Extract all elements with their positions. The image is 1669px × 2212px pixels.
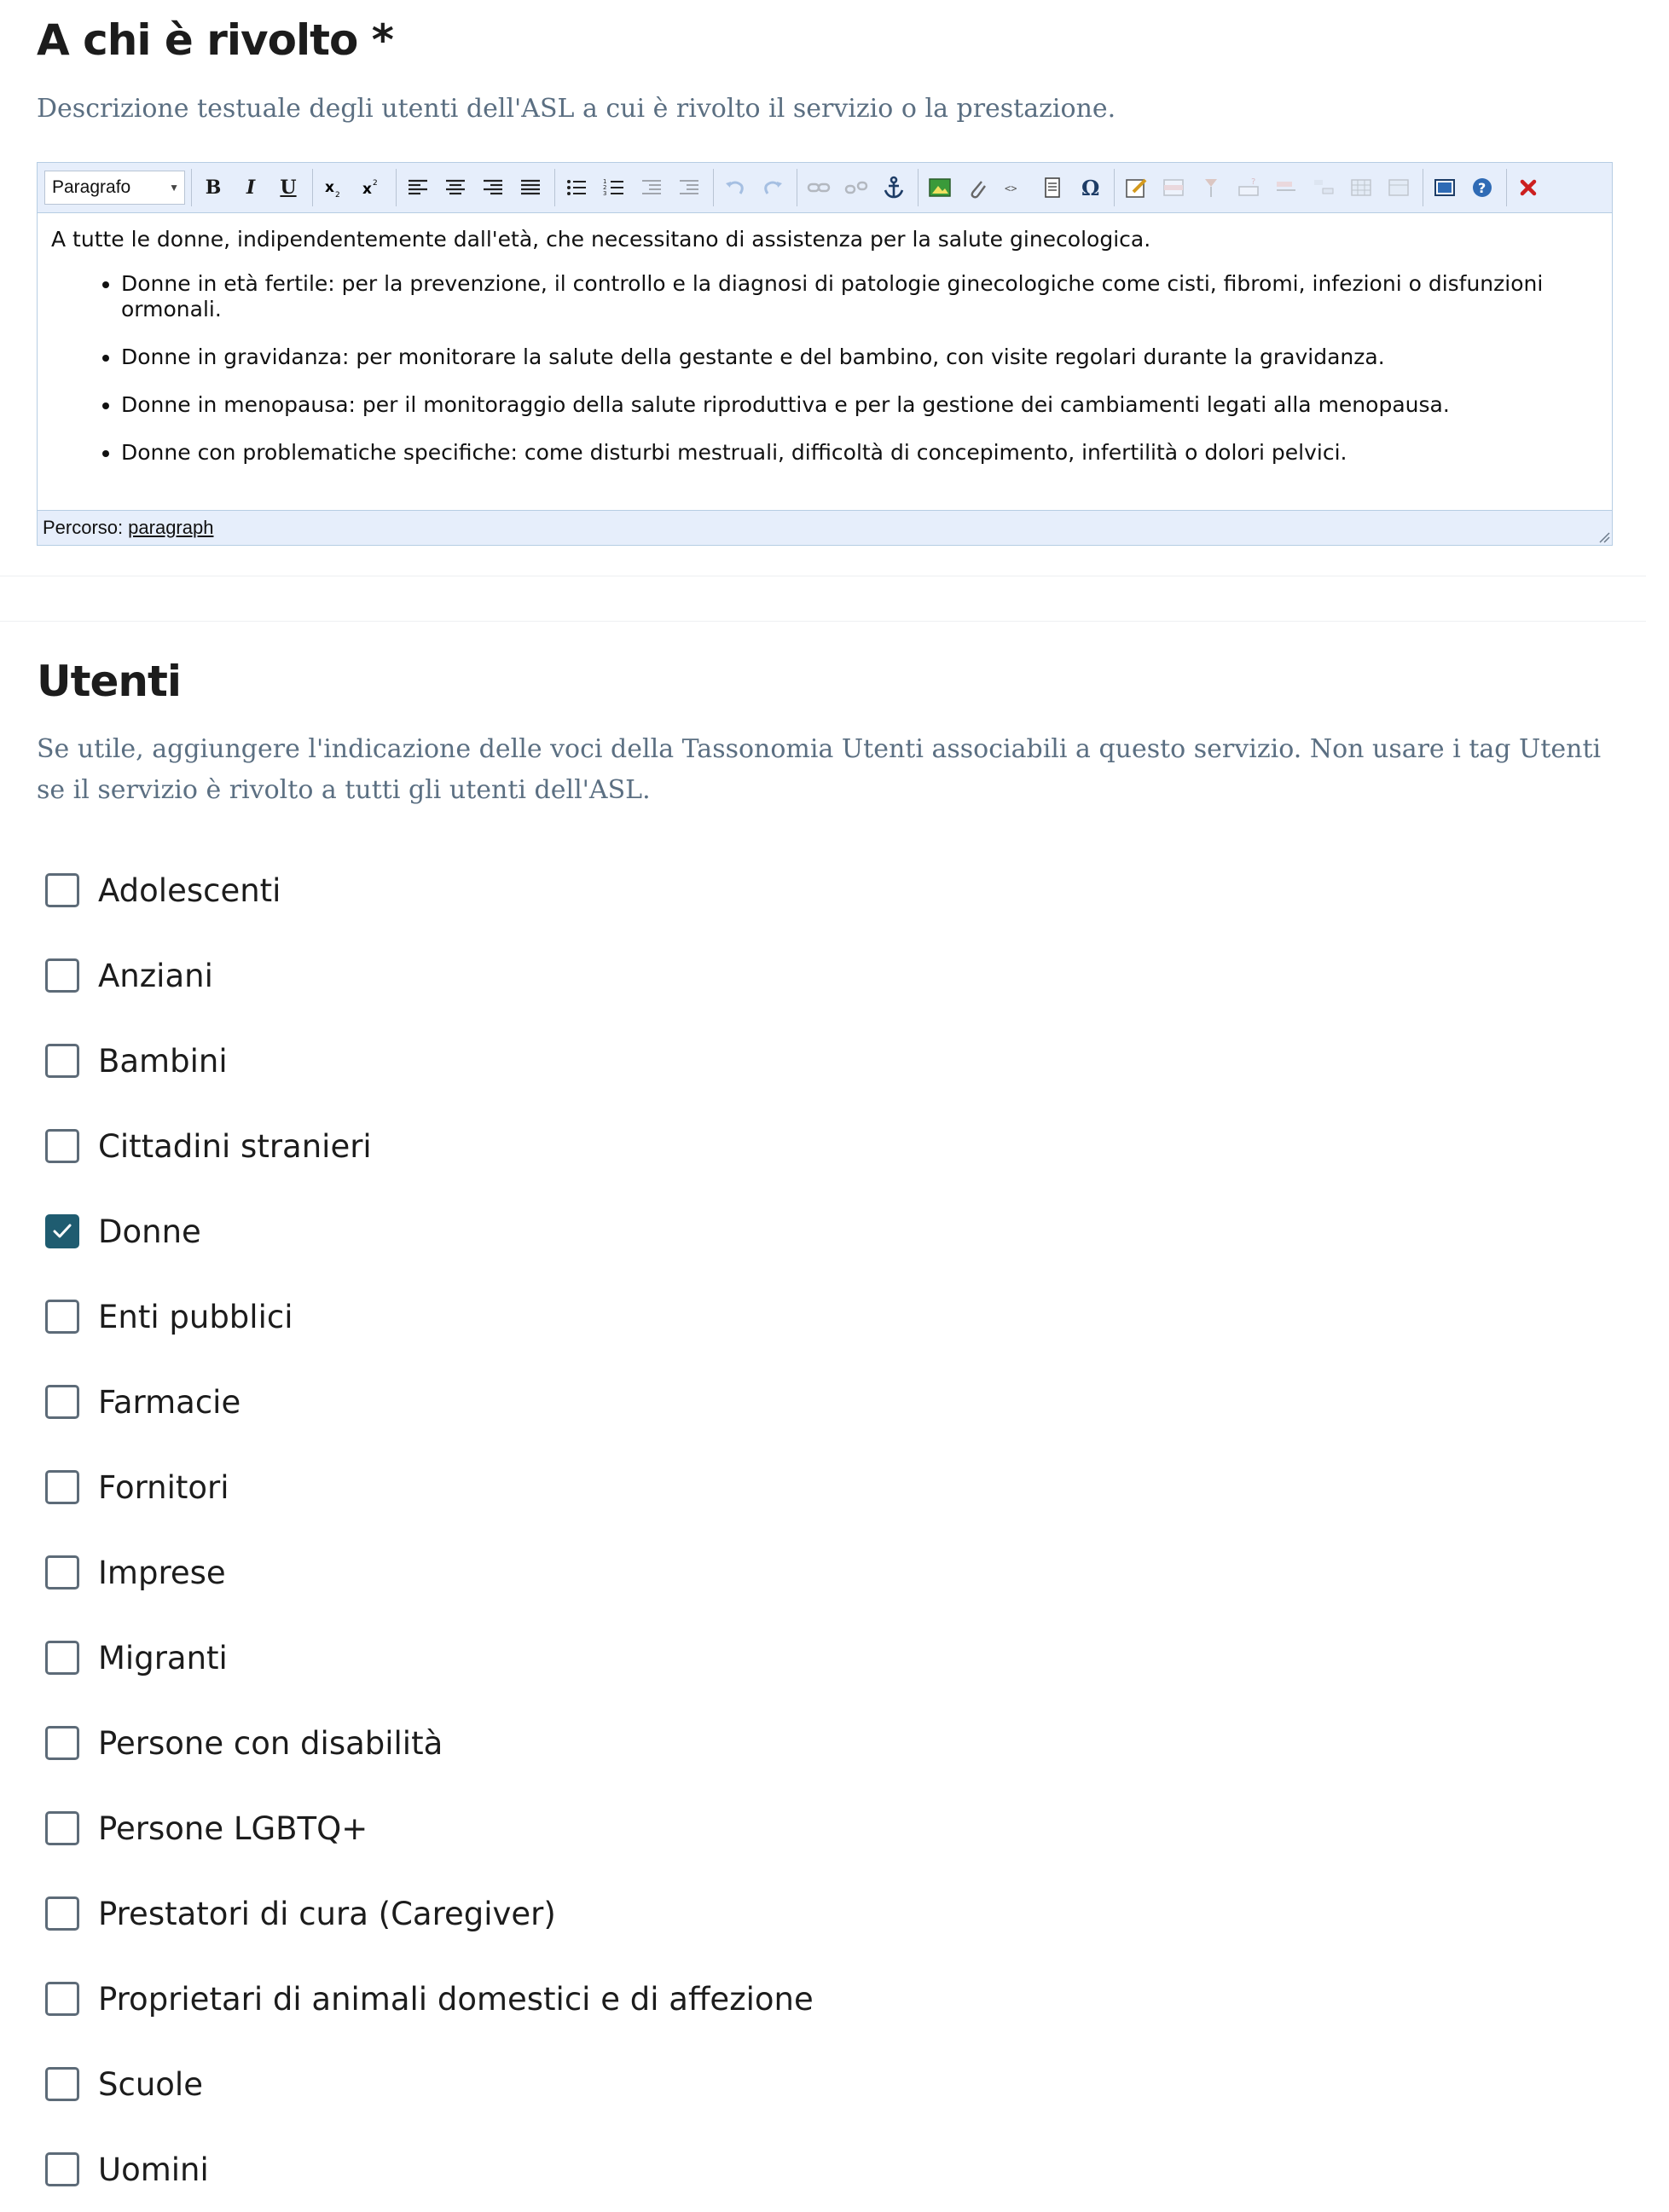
toolbar-group-view	[1423, 169, 1504, 206]
image-icon	[927, 175, 953, 200]
users-field-description: Se utile, aggiungere l'indicazione delle voci della Tassonomia Utenti associabili a questo servizio. Non usare i tag Utenti se il servizio è rivolto a tutti gli utenti dell'ASL.	[37, 734, 1602, 805]
unlink-icon	[843, 175, 869, 200]
checkbox[interactable]	[45, 1896, 79, 1931]
align-right-icon	[480, 175, 506, 200]
insert-row-after-icon	[1273, 175, 1299, 200]
align-right-button[interactable]	[477, 171, 509, 204]
document-icon	[1040, 175, 1065, 200]
code-button[interactable]	[999, 171, 1031, 204]
toolbar-group-align	[396, 169, 552, 206]
editor-intro-paragraph: A tutte le donne, indipendentemente dall'età, che necessitano di assistenza per la salute ginecologica.	[51, 227, 1151, 252]
svg-text:2: 2	[335, 191, 340, 200]
checkbox[interactable]	[45, 1641, 79, 1675]
checkbox-item[interactable]	[45, 1103, 814, 1189]
path-link[interactable]: paragraph	[128, 517, 214, 538]
table-cell-icon	[1198, 175, 1224, 200]
checkbox-item[interactable]	[45, 1700, 814, 1786]
anchor-button[interactable]	[878, 171, 910, 204]
checkbox[interactable]	[45, 1044, 79, 1078]
editor-statusbar	[38, 510, 1612, 545]
fullscreen-button[interactable]	[1429, 171, 1461, 204]
checkbox-item[interactable]	[45, 1786, 814, 1871]
checkbox[interactable]	[45, 1129, 79, 1163]
checkbox-label: Uomini	[98, 2151, 209, 2188]
target-field-description: Descrizione testuale degli utenti dell'ASL a cui è rivolto il servizio o la prestazione.	[37, 94, 1116, 124]
checkbox-item[interactable]	[45, 1956, 814, 2041]
undo-button[interactable]	[719, 171, 751, 204]
toolbar-group-insert	[918, 169, 1111, 206]
target-field-title: A chi è rivolto *	[37, 15, 393, 65]
table-grid-icon	[1348, 175, 1374, 200]
section-divider	[0, 621, 1646, 622]
bold-button[interactable]: B	[205, 177, 222, 199]
checkbox[interactable]	[45, 1811, 79, 1845]
table-cell-props-button[interactable]	[1195, 171, 1227, 204]
svg-text:2: 2	[373, 179, 378, 188]
indent-button[interactable]	[673, 171, 705, 204]
checkbox-label: Anziani	[98, 957, 213, 994]
list-item: • Donne con problematiche specifiche: come disturbi mestruali, difficoltà di concepimento, infertilità o dolori pelvici.	[121, 440, 1598, 466]
subscript-icon	[322, 175, 347, 200]
checkbox-label: Prestatori di cura (Caregiver)	[98, 1895, 556, 1932]
toolbar-group-table	[1114, 169, 1420, 206]
bullet-list-button[interactable]	[560, 171, 593, 204]
attachment-button[interactable]	[961, 171, 994, 204]
underline-button[interactable]: U	[280, 177, 297, 199]
checkbox-label: Migranti	[98, 1639, 228, 1676]
users-field-title: Utenti	[37, 657, 182, 706]
checkbox-label: Enti pubblici	[98, 1298, 293, 1335]
align-center-icon	[443, 175, 468, 200]
help-button[interactable]	[1466, 171, 1498, 204]
delete-row-button[interactable]	[1307, 171, 1340, 204]
close-icon	[1515, 175, 1541, 200]
svg-text:x: x	[325, 179, 334, 196]
checkbox[interactable]	[45, 1385, 79, 1419]
svg-text:x: x	[362, 181, 372, 198]
numbered-list-icon	[601, 175, 627, 200]
superscript-icon	[359, 175, 385, 200]
checkbox-item[interactable]	[45, 2041, 814, 2127]
checkbox[interactable]	[45, 1726, 79, 1760]
checkbox[interactable]	[45, 2152, 79, 2186]
close-editor-button[interactable]	[1512, 171, 1544, 204]
align-left-icon	[405, 175, 431, 200]
checkbox[interactable]	[45, 1470, 79, 1504]
anchor-icon	[881, 175, 907, 200]
checkbox-item[interactable]	[45, 2127, 814, 2212]
checkbox[interactable]	[45, 1555, 79, 1590]
checkbox[interactable]	[45, 1300, 79, 1334]
insert-row-before-button[interactable]	[1232, 171, 1265, 204]
resize-handle-icon[interactable]	[1597, 530, 1610, 543]
redo-button[interactable]	[756, 171, 789, 204]
svg-text:3: 3	[603, 190, 607, 197]
fullscreen-icon	[1432, 175, 1457, 200]
checkbox[interactable]	[45, 1982, 79, 2016]
checkbox-label: Fornitori	[98, 1468, 229, 1506]
link-icon	[806, 175, 832, 200]
checkbox-item[interactable]	[45, 933, 814, 1018]
checkbox-item[interactable]	[45, 848, 814, 933]
editor-content[interactable]	[38, 213, 1612, 510]
superscript-button[interactable]	[356, 171, 388, 204]
checkbox[interactable]	[45, 1214, 79, 1248]
chevron-down-icon: ▼	[169, 182, 179, 194]
checkbox-label: Farmacie	[98, 1383, 241, 1421]
checkbox-item[interactable]	[45, 1274, 814, 1359]
help-icon	[1469, 175, 1495, 200]
svg-text:?: ?	[1478, 180, 1486, 196]
toolbar-group-history	[713, 169, 794, 206]
svg-text:<>: <>	[1005, 182, 1017, 194]
checkbox-item[interactable]	[45, 1615, 814, 1700]
checkbox-item[interactable]	[45, 1871, 814, 1956]
edit-button[interactable]	[1120, 171, 1152, 204]
toolbar-group-close	[1506, 169, 1550, 206]
outdent-button[interactable]	[635, 171, 668, 204]
checkmark-icon	[50, 1219, 74, 1243]
omega-icon	[1077, 175, 1103, 200]
checkbox-label: Scuole	[98, 2065, 203, 2103]
split-cells-button[interactable]	[1345, 171, 1377, 204]
justify-icon	[518, 175, 543, 200]
undo-icon	[722, 175, 748, 200]
numbered-list-button[interactable]	[598, 171, 630, 204]
format-select-value: Paragrafo	[52, 177, 131, 197]
align-left-button[interactable]	[402, 171, 434, 204]
delete-row-icon	[1311, 175, 1336, 200]
checkbox-label: Cittadini stranieri	[98, 1127, 372, 1165]
checkbox-item[interactable]	[45, 1359, 814, 1445]
svg-text:2: 2	[603, 184, 607, 191]
checkbox-label: Persone LGBTQ+	[98, 1810, 368, 1847]
indent-icon	[676, 175, 702, 200]
insert-row-after-button[interactable]	[1270, 171, 1302, 204]
checkbox-label: Proprietari di animali domestici e di affezione	[98, 1980, 814, 2018]
checkbox[interactable]	[45, 2067, 79, 2101]
code-icon	[1002, 175, 1028, 200]
toolbar-group-script	[312, 169, 393, 206]
checkbox-label: Persone con disabilità	[98, 1724, 443, 1762]
users-checkbox-list	[45, 848, 814, 2212]
list-item: • Donne in età fertile: per la prevenzione, il controllo e la diagnosi di patologie ginecologiche come cisti, fibromi, infezioni o disfunzioni ormonali.	[121, 271, 1598, 322]
merge-cells-button[interactable]	[1382, 171, 1415, 204]
checkbox[interactable]	[45, 958, 79, 993]
edit-icon	[1123, 175, 1149, 200]
list-item: • Donne in gravidanza: per monitorare la salute della gestante e del bambino, con visite regolari durante la gravidanza.	[121, 345, 1598, 370]
toolbar-group-text-style	[191, 169, 310, 206]
toolbar-group-lists	[554, 169, 710, 206]
editor-toolbar	[38, 163, 1612, 213]
bullet-list-icon	[564, 175, 589, 200]
paste-text-button[interactable]	[1036, 171, 1069, 204]
svg-text:1: 1	[603, 178, 607, 185]
checkbox-label: Bambini	[98, 1042, 228, 1080]
subscript-button[interactable]	[318, 171, 351, 204]
format-select[interactable]	[44, 171, 185, 205]
checkbox-item[interactable]	[45, 1018, 814, 1103]
table-merge-icon	[1386, 175, 1411, 200]
insert-row-icon	[1236, 175, 1261, 200]
special-char-button[interactable]	[1074, 171, 1106, 204]
checkbox-label: Adolescenti	[98, 871, 281, 909]
italic-button[interactable]: I	[246, 177, 256, 199]
svg-text:Ω: Ω	[1081, 176, 1100, 200]
checkbox-label: Donne	[98, 1213, 201, 1250]
toolbar-group-links	[797, 169, 915, 206]
outdent-icon	[639, 175, 664, 200]
svg-text:?: ?	[1251, 177, 1256, 187]
list-item: • Donne in menopausa: per il monitoraggio della salute riproduttiva e per la gestione dei cambiamenti legati alla menopausa.	[121, 392, 1598, 418]
table-row-icon	[1161, 175, 1186, 200]
rich-text-editor	[37, 162, 1613, 546]
checkbox[interactable]	[45, 873, 79, 907]
redo-icon	[760, 175, 785, 200]
checkbox-label: Imprese	[98, 1554, 226, 1591]
link-button[interactable]	[803, 171, 835, 204]
editor-bullet-list	[51, 271, 1598, 466]
path-label: Percorso:	[43, 517, 124, 538]
align-center-button[interactable]	[439, 171, 472, 204]
paperclip-icon	[965, 175, 990, 200]
justify-button[interactable]	[514, 171, 547, 204]
checkbox-item[interactable]	[45, 1530, 814, 1615]
checkbox-item[interactable]	[45, 1445, 814, 1530]
table-row-props-button[interactable]	[1157, 171, 1190, 204]
image-button[interactable]	[924, 171, 956, 204]
unlink-button[interactable]	[840, 171, 872, 204]
checkbox-item[interactable]	[45, 1189, 814, 1274]
